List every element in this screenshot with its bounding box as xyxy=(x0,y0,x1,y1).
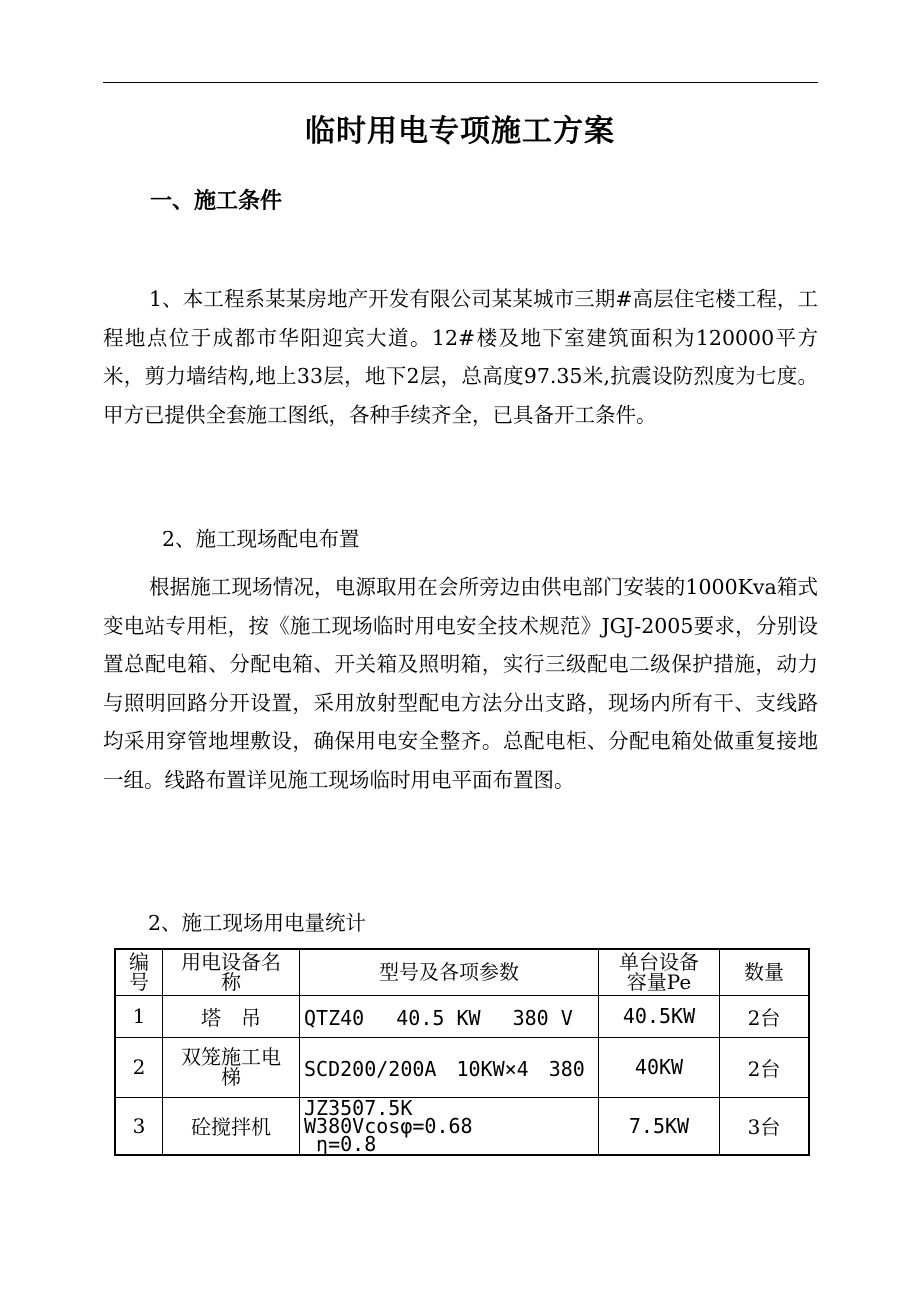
cell-name-line2: 梯 xyxy=(221,1065,241,1089)
cell-equipment-name: 塔 吊 xyxy=(163,995,300,1037)
document-title: 临时用电专项施工方案 xyxy=(305,114,615,149)
header-number-line1: 编 xyxy=(129,950,149,975)
cell-model-params: SCD200/200A 10KW×4 380 xyxy=(300,1037,599,1097)
header-capacity-line2: 容量Pe xyxy=(626,970,692,995)
header-number-line2: 号 xyxy=(129,970,149,995)
header-name-line1: 用电设备名 xyxy=(181,950,281,975)
section-heading-construction-conditions: 一、施工条件 xyxy=(150,189,283,214)
cell-quantity: 2台 xyxy=(720,1037,810,1097)
cell-number: 1 xyxy=(115,995,163,1037)
header-capacity-line1: 单台设备 xyxy=(619,950,699,975)
cell-quantity: 2台 xyxy=(720,995,810,1037)
cell-model-line1: JZ3507.5K xyxy=(304,1097,413,1120)
table-row xyxy=(115,995,809,1037)
cell-model-params xyxy=(300,1097,599,1155)
header-model-params: 型号及各项参数 xyxy=(300,949,599,995)
header-equipment-name xyxy=(163,949,300,995)
table-header-row xyxy=(115,949,809,995)
cell-capacity: 40KW xyxy=(599,1037,720,1097)
cell-capacity: 40.5KW xyxy=(599,995,720,1037)
subheading-power-statistics: 2、施工现场用电量统计 xyxy=(148,911,367,935)
subheading-power-distribution: 2、施工现场配电布置 xyxy=(162,527,360,551)
table-row xyxy=(115,1037,809,1097)
cell-model-params: QTZ40 40.5 KW 380 V xyxy=(300,995,599,1037)
cell-number: 3 xyxy=(115,1097,163,1155)
cell-capacity: 7.5KW xyxy=(599,1097,720,1155)
cell-equipment-name: 砼搅拌机 xyxy=(163,1097,300,1155)
cell-model-line3: η=0.8 xyxy=(304,1131,377,1155)
equipment-power-table xyxy=(114,948,810,1156)
header-rule xyxy=(103,82,818,83)
table-row xyxy=(115,1097,809,1155)
cell-model-line2: W380Vcosφ=0.68 xyxy=(304,1113,473,1138)
cell-quantity: 3台 xyxy=(720,1097,810,1155)
paragraph-power-distribution: 根据施工现场情况，电源取用在会所旁边由供电部门安装的1000Kva箱式变电站专用柜，按《施工现场临时用电安全技术规范》JGJ-2005要求，分别设置总配电箱、分配电箱、开关箱及照明箱，实行三级配电二级保护措施，动力与照明回路分开设置，采用放射型配电方法分出支路，现场内所有干、支线路均采用穿管地埋敷设，确保用电安全整齐。总配电柜、分配电箱处做重复接地一组。线路布置详见施工现场临时用电平面布置图。 xyxy=(103,575,818,792)
header-quantity: 数量 xyxy=(720,949,810,995)
cell-name-line1: 双笼施工电 xyxy=(181,1045,281,1069)
header-unit-capacity xyxy=(599,949,720,995)
cell-number: 2 xyxy=(115,1037,163,1097)
paragraph-project-overview: 1、本工程系某某房地产开发有限公司某某城市三期#高层住宅楼工程，工程地点位于成都市华阳迎宾大道。12#楼及地下室建筑面积为120000平方米，剪力墙结构,地上33层，地下2层，总高度97.35米,抗震设防烈度为七度。甲方已提供全套施工图纸，各种手续齐全，已具备开工条件。 xyxy=(103,287,818,427)
header-number xyxy=(115,949,163,995)
header-name-line2: 称 xyxy=(221,970,241,995)
cell-equipment-name xyxy=(163,1037,300,1097)
